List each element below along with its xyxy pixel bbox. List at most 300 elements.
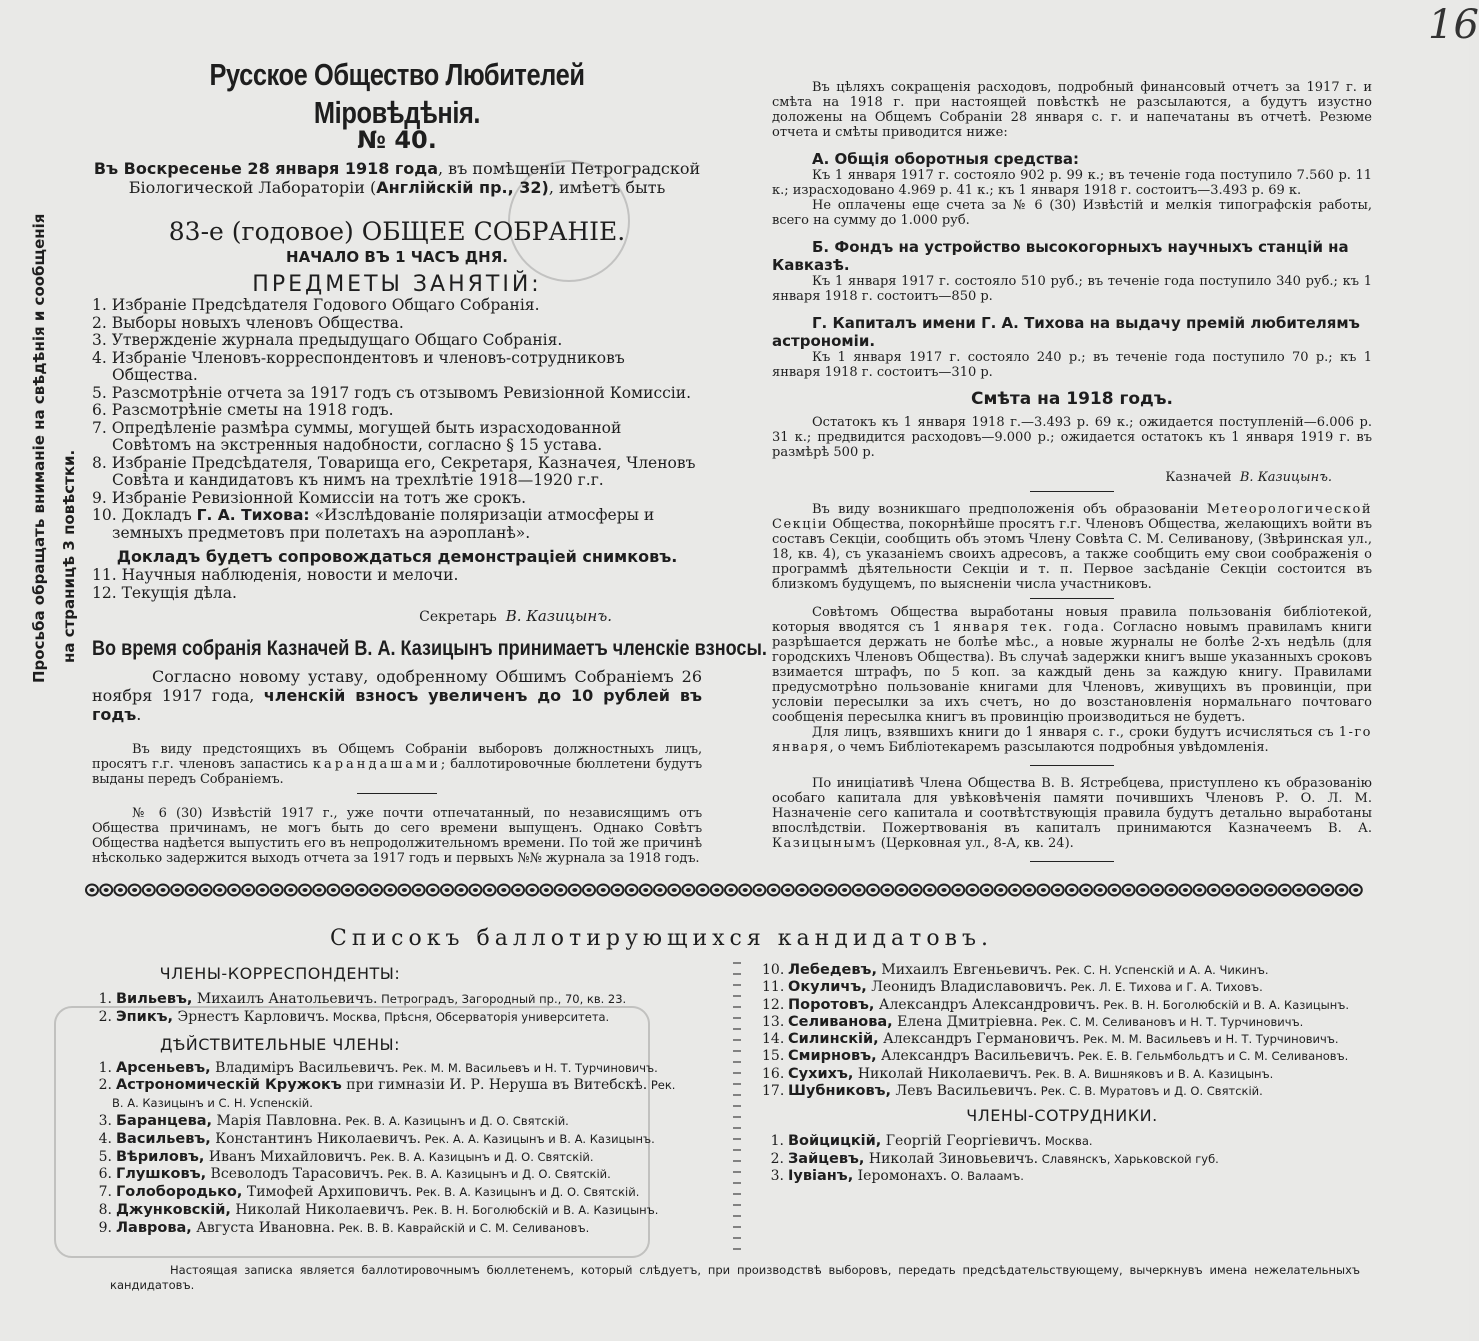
agenda-item: [92, 490, 702, 508]
ornament-dot: [714, 888, 719, 892]
ornament-dot: [118, 888, 123, 892]
candidate-name: Михаилъ Евгеньевичъ.: [876, 962, 1052, 978]
candidate-recommenders: Рек. Л. Е. Тихова и Г. А. Тиховъ.: [1066, 980, 1263, 995]
candidate-surname: Глушковъ,: [116, 1166, 207, 1183]
candidate-number: 8.: [98, 1201, 112, 1218]
secretary-label: Секретарь: [419, 609, 497, 625]
candidate-surname: Смирновъ,: [788, 1048, 877, 1065]
ornament-dot: [658, 888, 663, 892]
agenda-number: 1.: [92, 296, 107, 314]
treasurer-name: В. Казицынъ.: [1239, 470, 1332, 485]
agenda-text: Утвержденіе журнала предыдущаго Общаго Собранія.: [111, 331, 563, 349]
candidate-surname: Силинскій,: [788, 1031, 879, 1048]
agenda-item: [92, 402, 702, 420]
candidate-recommenders: Рек. В. А. Казицынъ и Д. О. Святскій.: [366, 1149, 594, 1164]
candidate-row: [762, 1168, 1362, 1185]
candidate-row: [90, 1113, 690, 1131]
meeting-title: 83-е (годовое) ОБЩЕЕ СОБРАНІЕ.: [168, 217, 626, 246]
candidate-name: Александръ Васильевичъ.: [876, 1048, 1075, 1065]
ornament-dot: [473, 888, 478, 892]
ornament-dot: [572, 888, 577, 892]
treasurer-label: Казначей: [1165, 470, 1232, 485]
candidate-row: [90, 1166, 690, 1184]
candidate-name: Александръ Германовичъ.: [878, 1031, 1080, 1048]
side-note-vertical: [24, 213, 84, 683]
candidate-row: [762, 1048, 1362, 1065]
ornament-dot: [970, 888, 975, 892]
meteo-text-2: Общества, покорнѣйше просятъ г.г. Членовъ Общества, желающихъ войти въ составъ Секціи, сообщить объ этомъ Члену Совѣта С. М. Селиванову, (Звѣринская ул., 18, кв. 4), съ указаніемъ своихъ адресовъ, а также сообщить ему свои соображенія о программѣ дѣятельности Секціи и т. п. Первое засѣданіе Секціи состоится въ близкомъ будущемъ, по выясненіи числа участниковъ.: [772, 517, 1372, 592]
candidate-number: 1.: [98, 991, 112, 1007]
candidate-row: [762, 1014, 1362, 1031]
finance-a-heading: А. Общія оборотныя средства:: [812, 150, 1080, 168]
ornament-dot: [374, 888, 379, 892]
candidate-number: 16.: [762, 1065, 785, 1082]
ornament-dot: [1183, 888, 1188, 892]
pencils-text-2: ; баллотировочные бюллетени будутъ выданы передъ Собраніемъ.: [92, 757, 702, 787]
corr-members-heading: ЧЛЕНЫ-КОРРЕСПОНДЕНТЫ:: [159, 964, 401, 983]
ornament-dot: [842, 888, 847, 892]
agenda-text: Опредѣленіе размѣра суммы, могущей быть израсходованной Совѣтомъ на экстренныя надобности, согласно § 15 устава.: [111, 418, 622, 454]
demo-note: Докладъ будетъ сопровождаться демонстраціей снимковъ.: [116, 547, 678, 566]
invitation-line2-end: , имѣетъ быть: [548, 178, 666, 197]
candidate-recommenders: Рек. Е. В. Гельмбольдтъ и С. М. Селивановъ.: [1074, 1049, 1349, 1064]
candidate-number: 14.: [762, 1031, 785, 1048]
ornament-dot: [189, 888, 194, 892]
library-text-1: Совѣтомъ Общества выработаны новыя правила пользованія библіотекой, которыя вводятся съ: [772, 605, 1372, 635]
ornament-dot: [998, 888, 1003, 892]
invitation-line2-start: Біологической Лабораторіи (: [128, 178, 377, 197]
candidate-name: Эрнестъ Карловичъ.: [173, 1008, 330, 1025]
candidate-number: 2.: [98, 1008, 112, 1025]
candidate-name: Леонидъ Владиславовичъ.: [866, 979, 1067, 996]
candidate-number: 17.: [762, 1083, 785, 1100]
full-members-list: [90, 1060, 690, 1238]
divider-rule: [1030, 861, 1114, 862]
invitation-line1: [92, 159, 702, 178]
candidate-name: Георгій Георгіевичъ.: [881, 1133, 1042, 1150]
report-title: «Изслѣдованіе поляризаціи атмосферы и земныхъ предметовъ при полетахъ на аэропланѣ».: [112, 506, 655, 542]
candidate-row: [90, 1077, 690, 1113]
ornament-dot: [104, 888, 109, 892]
ornament-dot: [161, 888, 166, 892]
candidate-number: 1.: [770, 1133, 784, 1150]
agenda-item-10: [92, 507, 702, 542]
secretary-name: В. Казицынъ.: [505, 607, 612, 625]
candidate-number: 13.: [762, 1013, 785, 1030]
ornament-dot: [345, 888, 350, 892]
agenda-item: [92, 332, 702, 350]
agenda-number: 10.: [92, 506, 117, 524]
candidate-recommenders: Рек. В. В. Каврайскій и С. М. Селивановъ.: [334, 1220, 590, 1235]
library-text-2: . Согласно новымъ правиламъ книги разрѣшается держать не болѣе мѣс., а новые журналы не болѣе 2-хъ недѣль (для городскихъ Членовъ Общества). Въ случаѣ задержки книгъ выше указанныхъ сроковъ взимается штрафъ, по 5 коп. за каждый день за каждую книгу. Правилами предусмотрѣно пользованіе книгами для Членовъ, живущихъ въ провинціи, при условіи пересылки за ихъ счетъ, но до возстановленія нормальнаго почтоваго сообщенія пересылка книгъ въ провинцію производиться не будетъ.: [772, 620, 1373, 725]
candidate-surname: Войцицкій,: [788, 1133, 882, 1150]
candidate-number: 12.: [762, 996, 785, 1013]
agenda-number: 12.: [92, 583, 117, 602]
ornament-dot: [232, 888, 237, 892]
ornament-dot: [729, 888, 734, 892]
candidate-number: 2.: [770, 1150, 784, 1167]
agenda-number: 2.: [92, 313, 107, 332]
candidate-row: [90, 1202, 690, 1220]
issue6-note: № 6 (30) Извѣстій 1917 г., уже почти отпечатанный, по независящимъ отъ Общества причинамъ, не могъ быть до сего времени выпущенъ. Однако Совѣтъ Общества надѣется выпустить его въ непродолжительномъ времени. По той же причинѣ нѣсколько задержится выходъ отчета за 1917 годъ и первыхъ №№ журнала за 1918 годъ.: [92, 806, 702, 866]
agenda-text: Избраніе Ревизіонной Комиссіи на тотъ же срокъ.: [111, 488, 527, 507]
ornament-dot: [1155, 888, 1160, 892]
agenda-number: 4.: [92, 348, 107, 367]
candidate-name: Александръ Александровичъ.: [874, 996, 1100, 1013]
ornament-dot: [1041, 888, 1046, 892]
ornament-dot: [1197, 888, 1202, 892]
agenda-item: [92, 455, 702, 490]
candidate-number: 9.: [98, 1219, 112, 1236]
candidate-surname: Лаврова,: [116, 1219, 192, 1236]
ornament-dot: [828, 888, 833, 892]
ornament-dot: [615, 888, 620, 892]
left-column: [92, 50, 767, 866]
agenda-item: [92, 385, 702, 403]
agenda-text: Избраніе Предсѣдателя Годового Общаго Собранія.: [111, 296, 540, 314]
candidate-name: Левъ Васильевичъ.: [891, 1083, 1038, 1100]
side-note-line1: Просьба обращать вниманіе на свѣдѣнія и сообщенія: [30, 213, 48, 683]
candidate-name: Іеромонахъ.: [853, 1167, 948, 1184]
finance-b-heading: Б. Фондъ на устройство высокогорныхъ научныхъ станцій на Кавказѣ.: [772, 238, 1349, 274]
candidate-number: 3.: [770, 1167, 784, 1184]
candidates-right-column: [762, 962, 1362, 1185]
full-members-heading: ДѢЙСТВИТЕЛЬНЫЕ ЧЛЕНЫ:: [159, 1034, 401, 1054]
candidate-name: Всеволодъ Тарасовичъ.: [206, 1166, 384, 1183]
candidate-recommenders: Рек. В. А. Казицынъ и Д. О. Святскій.: [412, 1185, 640, 1200]
candidate-name: Николай Николаевичъ.: [230, 1201, 410, 1218]
meteo-paragraph: [772, 502, 1372, 592]
page-number: 16: [1428, 2, 1479, 48]
agenda-item: [92, 585, 702, 603]
ornament-dot: [1027, 888, 1032, 892]
candidate-recommenders: Рек. В. А. Вишняковъ и В. А. Казицынъ.: [1031, 1066, 1274, 1081]
divider-rule: [357, 793, 437, 794]
library-paragraph: [772, 605, 1372, 725]
ornament-dot: [1069, 888, 1074, 892]
candidate-row: [762, 962, 1362, 979]
agenda-text: Текущія дѣла.: [121, 583, 237, 602]
candidate-recommenders: Рек. В. А. Казицынъ и Д. О. Святскій.: [341, 1113, 569, 1128]
candidate-row: [762, 979, 1362, 996]
meeting-start-time: НАЧАЛО ВЪ 1 ЧАСЪ ДНЯ.: [286, 248, 508, 266]
fees-amount: членскій взносъ увеличенъ до 10 рублей въ годъ: [92, 686, 702, 724]
invitation-line1-rest: , въ помѣщеніи Петроградской: [437, 159, 701, 178]
candidate-row: [762, 1066, 1362, 1083]
candidate-name: Константинъ Николаевичъ.: [210, 1130, 421, 1147]
ornament-dot: [146, 888, 151, 892]
pencils-note: [92, 742, 702, 787]
right-column: [772, 80, 1372, 868]
ornament-dot: [871, 888, 876, 892]
capital-text-2: (Церковная ул., 8-А, кв. 24).: [876, 836, 1074, 851]
candidate-number: 11.: [762, 979, 785, 996]
collab-members-heading: ЧЛЕНЫ-СОТРУДНИКИ.: [966, 1106, 1158, 1126]
candidate-surname: Селиванова,: [788, 1013, 893, 1030]
divider-rule: [1030, 598, 1114, 599]
candidate-surname: Вильевъ,: [116, 991, 193, 1007]
ornament-dot: [686, 888, 691, 892]
agenda-item: [92, 350, 702, 385]
subjects-heading: ПРЕДМЕТЫ ЗАНЯТІЙ:: [252, 272, 542, 297]
library-date-2: 1-го января: [772, 725, 1373, 755]
side-note-line2: на страницѣ 3 повѣстки.: [60, 449, 78, 663]
agenda-text: Выборы новыхъ членовъ Общества.: [111, 313, 404, 332]
candidate-surname: Вѣриловъ,: [116, 1148, 205, 1165]
candidate-number: 15.: [762, 1048, 785, 1065]
candidate-row: [762, 1151, 1362, 1168]
fees-text-end: .: [136, 705, 142, 724]
fees-heading: Во время собранія Казначей В. А. Казицынъ принимаетъ членскіе взносы.: [92, 637, 767, 660]
ornament-dot: [814, 888, 819, 892]
candidates-heading: Списокъ баллотирующихся кандидатовъ.: [330, 926, 993, 951]
capital-treasurer: Казицынымъ: [772, 836, 877, 851]
meteo-section: Метеорологической Секціи: [772, 502, 1372, 532]
ornament-dot: [530, 888, 535, 892]
finance-b-text: Къ 1 января 1917 г. состояло 510 руб.; въ теченіе года поступило 340 руб.; къ 1 января 1918 г. состоитъ—850 р.: [772, 274, 1372, 304]
ornament-dot: [516, 888, 521, 892]
candidate-row: [762, 997, 1362, 1014]
corr-members-list: [90, 991, 690, 1027]
ornament-dot: [501, 888, 506, 892]
ornament-dot: [132, 888, 137, 892]
ornament-dot: [1254, 888, 1259, 892]
ornament-dot: [1013, 888, 1018, 892]
ornament-dot: [629, 888, 634, 892]
candidate-name: Владиміръ Васильевичъ.: [210, 1059, 399, 1076]
candidate-surname: Васильевъ,: [116, 1130, 211, 1147]
agenda-number: 3.: [92, 331, 107, 349]
candidate-recommenders: О. Валаамъ.: [947, 1168, 1024, 1183]
budget-heading: Смѣта на 1918 годъ.: [970, 389, 1174, 409]
library-text-3: Для лицъ, взявшихъ книги до 1 января с. г., сроки будутъ исчисляться съ: [812, 725, 1334, 740]
agenda-item: [92, 567, 702, 585]
candidate-row: [90, 991, 690, 1009]
candidate-surname: Лебедевъ,: [788, 962, 877, 978]
ornament-dot: [913, 888, 918, 892]
invitation-line2: [92, 178, 702, 197]
ornament-dot: [1282, 888, 1287, 892]
candidate-surname: Астрономическій Кружокъ: [116, 1077, 342, 1094]
ornament-border: [88, 882, 1368, 898]
agenda-number: 7.: [92, 418, 107, 437]
candidate-recommenders: Рек. В. А. Казицынъ и Д. О. Святскій.: [383, 1167, 611, 1182]
candidate-recommenders: Рек. В. Н. Боголюбскій и В. А. Казицынъ.: [409, 1202, 659, 1217]
full-members-list-continued: [762, 962, 1362, 1100]
candidate-number: 7.: [98, 1184, 112, 1201]
candidate-surname: Арсеньевъ,: [116, 1059, 211, 1076]
candidate-row: [90, 1149, 690, 1167]
ornament-dot: [1055, 888, 1060, 892]
column-divider: [733, 962, 741, 1250]
agenda-list: [92, 297, 702, 507]
candidate-name: Николай Зиновьевичъ.: [864, 1150, 1039, 1167]
ornament-dot: [260, 888, 265, 892]
ornament-dot: [274, 888, 279, 892]
pencils-word: карандашами: [312, 757, 441, 772]
agenda-number: 9.: [92, 488, 107, 507]
collab-members-list: [762, 1133, 1362, 1185]
ornament-dot: [217, 888, 222, 892]
treasurer-signature: [772, 470, 1332, 485]
library-date: 1 января тек. года: [932, 620, 1101, 635]
candidate-number: 4.: [98, 1130, 112, 1147]
capital-text-1: По иниціативѣ Члена Общества В. В. Ястребцева, приступлено къ образованію особаго капитала для увѣковѣченія памяти почившихъ Членовъ Р. О. Л. М. Назначеніе сего капитала и соотвѣтствующія правила будутъ детально выработаны впослѣдствіи. Пожертвованія въ капиталъ принимаются Казначеемъ В. А.: [772, 776, 1372, 836]
ornament-dot: [984, 888, 989, 892]
candidate-recommenders: Рек. В. А. Казицынъ и С. Н. Успенскій.: [112, 1078, 676, 1111]
candidate-surname: Джунковскій,: [116, 1201, 231, 1218]
agenda-text: Разсмотрѣніе сметы на 1918 годъ.: [111, 401, 394, 419]
ornament-dot: [288, 888, 293, 892]
candidate-recommenders: Москва.: [1041, 1134, 1093, 1149]
speaker-name: Г. А. Тихова:: [196, 506, 310, 524]
ornament-dot: [785, 888, 790, 892]
ornament-dot: [601, 888, 606, 892]
issue-number: № 40.: [357, 126, 437, 154]
agenda-number: 5.: [92, 383, 107, 402]
ornament-dot: [331, 888, 336, 892]
candidate-surname: Окуличъ,: [788, 979, 867, 996]
candidate-number: 6.: [98, 1166, 112, 1183]
candidate-row: [90, 1220, 690, 1238]
candidate-row: [762, 1083, 1362, 1100]
candidate-recommenders: Петроградъ, Загородный пр., 70, кв. 23.: [377, 992, 627, 1006]
budget-text: Остатокъ къ 1 января 1918 г.—3.493 р. 69 к.; ожидается поступленій—6.006 р. 31 к.; предвидится расходовъ—9.000 р.; ожидается остатокъ къ 1 января 1919 г. въ размѣрѣ 500 р.: [772, 415, 1372, 460]
candidate-number: 10.: [762, 962, 785, 978]
finance-g-text: Къ 1 января 1917 г. состояло 240 р.; въ теченіе года поступило 70 р.; къ 1 января 1918 г. состоитъ—310 р.: [772, 350, 1372, 380]
candidate-surname: Поротовъ,: [788, 996, 875, 1013]
candidate-name: Августа Ивановна.: [191, 1219, 335, 1236]
agenda-10-pre: Докладъ: [121, 506, 197, 524]
ornament-dot: [800, 888, 805, 892]
ornament-dot: [885, 888, 890, 892]
society-title: Русское Общество Любителей Міровѣдѣнія.: [209, 57, 585, 130]
ornament-dot: [430, 888, 435, 892]
agenda-text: Разсмотрѣніе отчета за 1917 годъ съ отзывомъ Ревизіонной Комиссіи.: [111, 383, 692, 402]
agenda-item: [92, 315, 702, 333]
candidate-surname: Голобородько,: [116, 1184, 243, 1201]
candidate-surname: Сухихъ,: [788, 1065, 854, 1082]
candidate-number: 2.: [98, 1077, 112, 1094]
ornament-dot: [757, 888, 762, 892]
ornament-dot: [1140, 888, 1145, 892]
ornament-dot: [1353, 888, 1358, 892]
candidate-name: Тимофей Архиповичъ.: [242, 1184, 413, 1201]
candidate-recommenders: Рек. С. М. Селивановъ и Н. Т. Турчиновичъ.: [1037, 1014, 1304, 1029]
ornament-dot: [317, 888, 322, 892]
library-paragraph-2: [772, 725, 1372, 755]
ornament-dot: [587, 888, 592, 892]
agenda-text: Избраніе Членовъ-корреспондентовъ и членовъ-сотрудниковъ Общества.: [111, 348, 625, 384]
ornament-dot: [246, 888, 251, 892]
ornament-dot: [1084, 888, 1089, 892]
agenda-number: 11.: [92, 566, 117, 584]
candidate-name: при гимназіи И. Р. Неруша въ Витебскѣ.: [341, 1077, 648, 1094]
candidates-left-column: [90, 964, 690, 1238]
ornament-dot: [544, 888, 549, 892]
ornament-dot: [1126, 888, 1131, 892]
ornament-dot: [1226, 888, 1231, 892]
fees-paragraph: [92, 667, 702, 724]
ornament-dot: [1112, 888, 1117, 892]
agenda-item: [92, 297, 702, 315]
candidate-surname: Шубниковъ,: [788, 1083, 892, 1100]
candidate-number: 3.: [98, 1112, 112, 1129]
candidate-recommenders: Рек. С. Н. Успенскій и А. А. Чикинъ.: [1051, 963, 1269, 977]
candidate-number: 1.: [98, 1059, 112, 1076]
candidate-row: [90, 1184, 690, 1202]
ornament-dot: [771, 888, 776, 892]
ornament-dot: [359, 888, 364, 892]
candidate-name: Михаилъ Анатольевичъ.: [192, 991, 378, 1007]
ornament-dot: [1240, 888, 1245, 892]
ornament-dot: [1311, 888, 1316, 892]
ornament-dot: [942, 888, 947, 892]
agenda-item: [92, 420, 702, 455]
ornament-dot: [1268, 888, 1273, 892]
ornament-dot: [672, 888, 677, 892]
finance-g-heading: Г. Капиталъ имени Г. А. Тихова на выдачу премій любителямъ астрономіи.: [772, 314, 1360, 350]
ornament-dot: [700, 888, 705, 892]
agenda-tail-list: [92, 567, 702, 602]
divider-rule: [1030, 765, 1114, 766]
capital-paragraph: [772, 776, 1372, 851]
candidate-row: [90, 1131, 690, 1149]
candidate-recommenders: Рек. В. Н. Боголюбскій и В. А. Казицынъ.: [1099, 997, 1350, 1012]
candidate-recommenders: Рек. М. М. Васильевъ и Н. Т. Турчиновичъ.: [1079, 1032, 1339, 1047]
candidate-name: Николай Николаевичъ.: [853, 1065, 1032, 1082]
fees-text-start: Согласно новому уставу, одобренному Обшимъ Собраніемъ 26 ноября 1917 года,: [92, 667, 702, 705]
ornament-dot: [459, 888, 464, 892]
ballot-footer-note: Настоящая записка является баллотировочнымъ бюллетенемъ, который слѣдуетъ, при производствѣ выборовъ, передать предсѣдательствующему, вычеркнувъ имена нежелательныхъ кандидатовъ.: [110, 1263, 1360, 1292]
candidate-surname: Баранцева,: [116, 1112, 213, 1129]
finance-a-text: Къ 1 января 1917 г. состояло 902 р. 99 к.; въ теченіе года поступило 7.560 р. 11 к.; израсходовано 4.969 р. 41 к.; къ 1 января 1918 г. состоитъ—3.493 р. 69 к.: [772, 168, 1372, 198]
ornament-dot: [956, 888, 961, 892]
candidate-row: [762, 1031, 1362, 1048]
candidate-row: [90, 1009, 690, 1027]
ornament-dot: [487, 888, 492, 892]
meeting-address: Англійскій пр., 32): [376, 178, 549, 197]
agenda-text: Научныя наблюденія, новости и мелочи.: [121, 566, 459, 584]
candidate-number: 5.: [98, 1148, 112, 1165]
ornament-dot: [558, 888, 563, 892]
candidate-name: Иванъ Михайловичъ.: [204, 1148, 367, 1165]
candidate-surname: Зайцевъ,: [788, 1150, 865, 1167]
ornament-dot: [203, 888, 208, 892]
candidate-recommenders: Рек. А. А. Казицынъ и В. А. Казицынъ.: [420, 1131, 655, 1146]
ornament-dot: [1339, 888, 1344, 892]
ornament-dot: [743, 888, 748, 892]
ornament-dot: [402, 888, 407, 892]
ornament-dot: [175, 888, 180, 892]
divider-rule: [1030, 491, 1114, 492]
candidate-name: Марія Павловна.: [212, 1112, 342, 1129]
candidate-recommenders: Славянскъ, Харьковской губ.: [1038, 1151, 1219, 1166]
ornament-dot: [1211, 888, 1216, 892]
agenda-number: 6.: [92, 401, 107, 419]
candidate-row: [762, 1133, 1362, 1150]
candidate-recommenders: Москва, Прѣсня, Обсерваторія университета.: [329, 1009, 610, 1024]
candidate-recommenders: Рек. М. М. Васильевъ и Н. Т. Турчиновичъ.: [398, 1060, 658, 1075]
candidate-name: Елена Дмитріевна.: [892, 1013, 1038, 1030]
ornament-dot: [1297, 888, 1302, 892]
candidate-row: [90, 1060, 690, 1078]
candidate-surname: Іувіанъ,: [788, 1167, 854, 1184]
ornament-dot: [1098, 888, 1103, 892]
ornament-dot: [899, 888, 904, 892]
ornament-dot: [90, 888, 95, 892]
ornament-dot: [1325, 888, 1330, 892]
